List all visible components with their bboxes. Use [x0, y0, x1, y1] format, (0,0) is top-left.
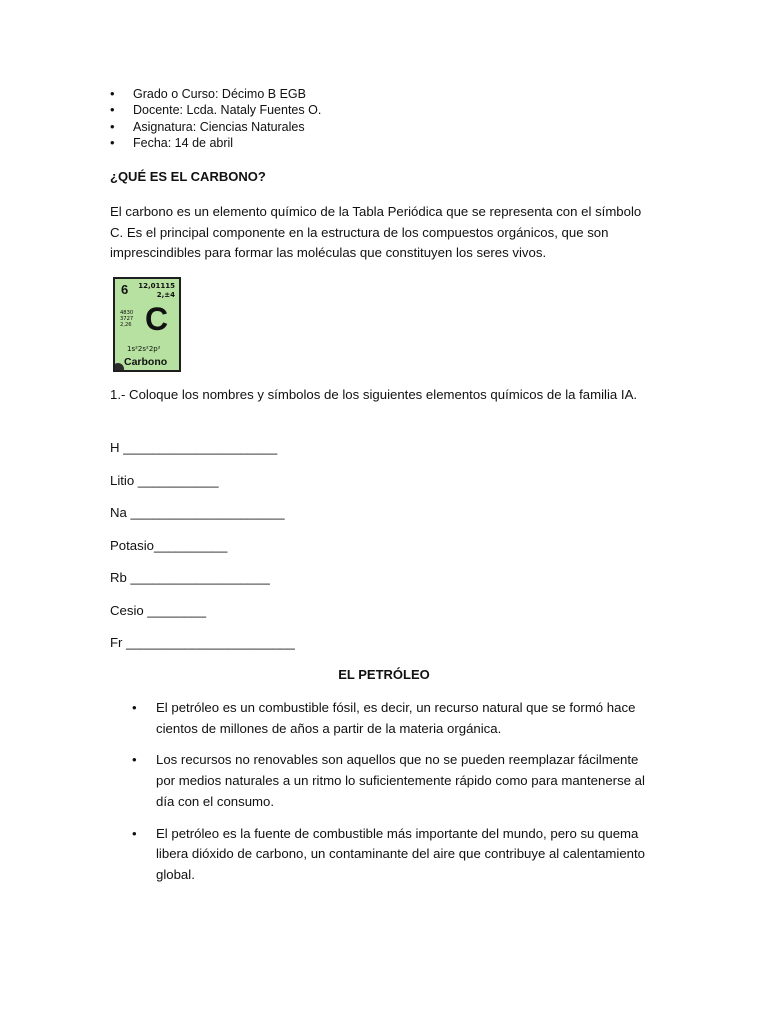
- bullet-icon: •: [132, 700, 137, 715]
- petroleo-item-text: El petróleo es un combustible fósil, es decir, un recurso natural que se formó hace cientos de millones de años a partir de la materia orgánica.: [156, 700, 636, 736]
- petroleo-heading-text: EL PETRÓLEO: [338, 667, 430, 682]
- carbono-heading: ¿QUÉ ES EL CARBONO?: [110, 169, 266, 184]
- course-date: Fecha: 14 de abril: [133, 135, 234, 150]
- petroleo-item-text: El petróleo es la fuente de combustible más importante del mundo, pero su quema libera dióxido de carbono, un contaminante del aire que contribuye al calentamiento global.: [156, 825, 645, 882]
- element-name: Carbono: [124, 356, 168, 368]
- bullet-icon: •: [110, 102, 115, 118]
- carbon-element-tile: [113, 277, 181, 372]
- course-info-list: [110, 86, 321, 151]
- list-item: [110, 698, 655, 739]
- list-item: [110, 135, 321, 151]
- blank-line-litio[interactable]: Litio ___________: [110, 473, 219, 488]
- list-item: [110, 86, 321, 102]
- atomic-number: 6: [121, 282, 129, 297]
- oxidation-states: 2,±4: [156, 290, 175, 299]
- element-property: 2,26: [120, 322, 132, 329]
- bullet-icon: •: [110, 86, 115, 101]
- bullet-icon: •: [132, 752, 137, 768]
- bullet-icon: •: [110, 118, 115, 134]
- element-properties: [120, 310, 133, 329]
- course-subject: Asignatura: Ciencias Naturales: [133, 119, 305, 134]
- blank-line-na[interactable]: Na _____________________: [110, 505, 285, 520]
- exercise-question: 1.- Coloque los nombres y símbolos de los siguientes elementos químicos de la familia IA.: [110, 387, 638, 402]
- blank-line-h[interactable]: H _____________________: [110, 440, 278, 455]
- course-grade: Grado o Curso: Décimo B EGB: [133, 87, 306, 101]
- corner-dot-icon: [113, 363, 124, 372]
- element-property: 4830: [120, 310, 134, 316]
- atomic-mass: 12,01115: [138, 282, 175, 290]
- bullet-icon: •: [110, 134, 115, 150]
- blank-line-rb[interactable]: Rb ___________________: [110, 570, 270, 585]
- petroleo-heading: [0, 667, 768, 682]
- list-item: [110, 119, 321, 135]
- electron-configuration: 1s²2s²2p²: [127, 345, 161, 353]
- list-item: [110, 824, 655, 886]
- carbono-paragraph: El carbono es un elemento químico de la Tabla Periódica que se representa con el símbolo C. Es el principal componente en la estructura de los compuestos orgánicos, que son imprescindibles para formar las moléculas que constituyen los seres vivos.: [110, 204, 642, 261]
- list-item: [110, 750, 655, 812]
- course-teacher: Docente: Lcda. Nataly Fuentes O.: [133, 103, 322, 118]
- blank-line-cesio[interactable]: Cesio ________: [110, 603, 207, 618]
- element-symbol: C: [145, 301, 169, 337]
- petroleo-list: [110, 698, 655, 897]
- blank-line-fr[interactable]: Fr _______________________: [110, 635, 295, 650]
- atomic-mass-block: [138, 282, 175, 299]
- bullet-icon: •: [132, 825, 137, 841]
- list-item: [110, 102, 321, 118]
- element-property: 3727: [120, 316, 134, 323]
- petroleo-item-text: Los recursos no renovables son aquellos que no se pueden reemplazar fácilmente por medios naturales a un ritmo lo suficientemente rápido como para mantenerse al día con el consumo.: [156, 752, 645, 809]
- blank-line-potasio[interactable]: Potasio__________: [110, 538, 228, 553]
